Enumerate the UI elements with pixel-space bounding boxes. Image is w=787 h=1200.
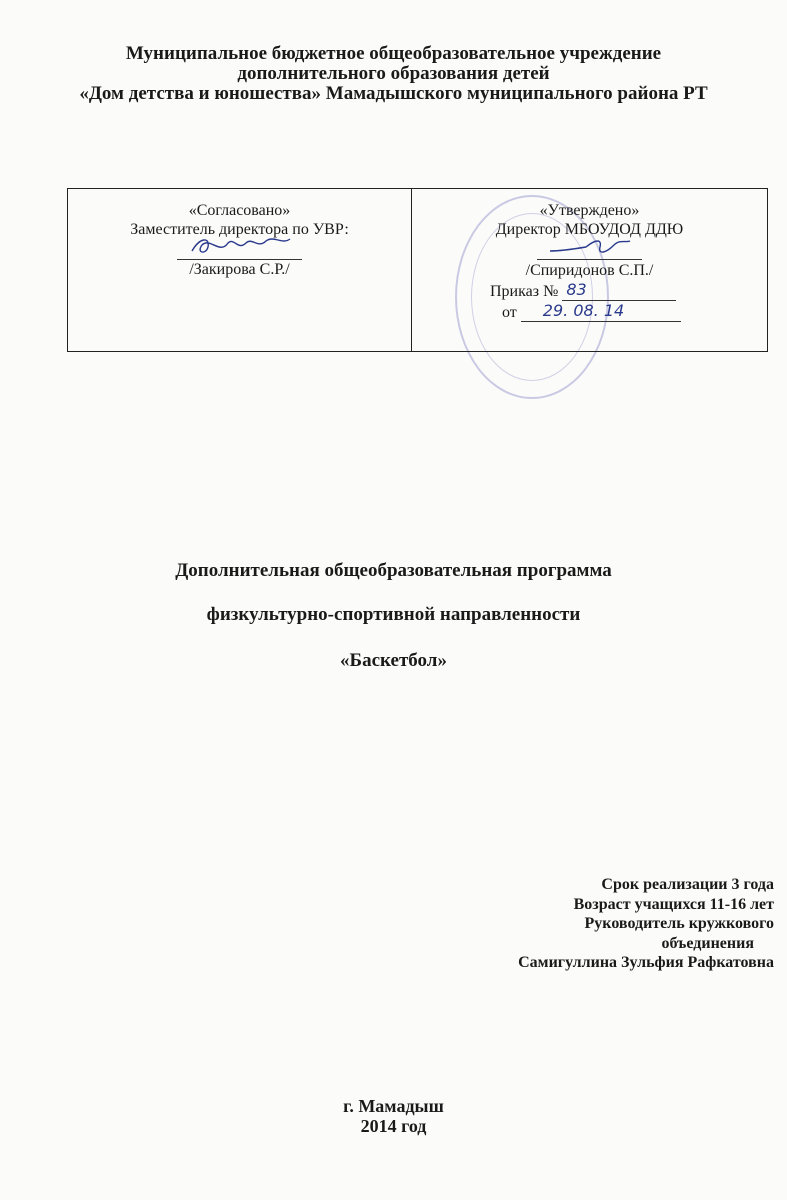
agreed-heading: «Согласовано» — [188, 202, 291, 219]
program-title-line-1: Дополнительная общеобразовательная программа — [175, 560, 612, 581]
date-label: от — [502, 304, 517, 321]
order-number-line — [562, 280, 676, 301]
program-name: «Баскетбол» — [340, 650, 447, 671]
program-title-line-2: физкультурно-спортивной направленности — [206, 604, 581, 625]
approved-heading: «Утверждено» — [539, 202, 640, 219]
approved-signature-icon — [544, 235, 634, 259]
approved-role: Директор МБОУДОД ДДЮ — [495, 221, 684, 238]
institution-header — [0, 44, 787, 104]
agreed-name: /Закирова С.Р./ — [189, 261, 290, 278]
header-line-2: дополнительного образования детей — [237, 63, 550, 84]
order-date-row — [412, 301, 767, 322]
order-number: 83 — [566, 280, 587, 299]
program-term: Срок реализации 3 года — [601, 876, 774, 893]
leader-title-line-1: Руководитель кружкового — [584, 915, 774, 933]
program-details — [518, 875, 774, 973]
footer-city: г. Мамадыш — [343, 1096, 444, 1116]
order-date-line — [521, 301, 681, 322]
order-row — [412, 280, 767, 301]
agreed-signature-row — [68, 239, 411, 260]
approved-name: /Спиридонов С.П./ — [525, 262, 654, 279]
header-line-1: Муниципальное бюджетное общеобразовательное учреждение — [125, 43, 662, 64]
agreed-cell — [68, 201, 411, 279]
agreed-role: Заместитель директора по УВР: — [130, 221, 349, 238]
approval-table — [67, 188, 768, 352]
order-date: 29. 08. 14 — [542, 301, 625, 320]
header-line-3: «Дом детства и юношества» Мамадышского муниципального района РТ — [79, 83, 708, 104]
agreed-signature-icon — [186, 233, 296, 259]
leader-title-line-2: объединения — [661, 934, 754, 952]
approved-signature-row — [412, 239, 767, 261]
footer — [0, 1096, 787, 1136]
approved-cell — [412, 201, 767, 322]
footer-year: 2014 год — [360, 1116, 427, 1136]
student-age: Возраст учащихся 11-16 лет — [573, 895, 774, 913]
order-label: Приказ № — [490, 283, 559, 300]
leader-name: Самигуллина Зульфия Рафкатовна — [518, 954, 774, 972]
